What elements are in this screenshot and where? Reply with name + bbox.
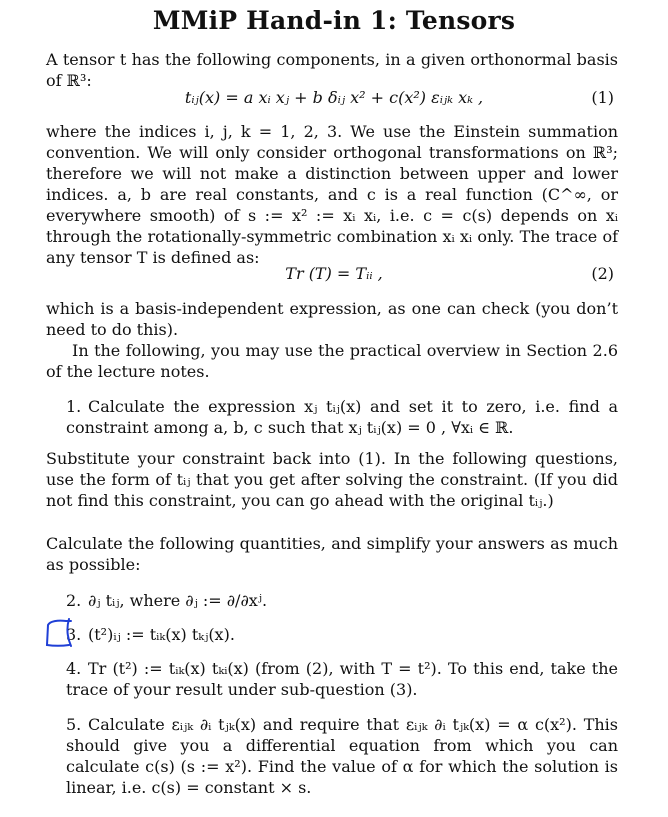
question-2-number: 2.	[66, 591, 82, 610]
definitions-paragraph: where the indices i, j, k = 1, 2, 3. We use the Einstein summation convention. We will only consider orthogonal transformations on ℝ³; therefore we will not make a distinction between upper and lower indices. a, b are real constants, and c is a real function (C^∞, or everywhere smooth) of s := x² := xᵢ xᵢ, i.e. c = c(s) depends on xᵢ through the rotationally-symmetric combination xᵢ xᵢ only. The trace of any tensor T is defined as:	[46, 122, 618, 267]
lecture-notes-paragraph: In the following, you may use the practical overview in Section 2.6 of the lecture notes.	[46, 341, 618, 381]
question-2	[66, 590, 618, 611]
equation-1-body: tᵢⱼ(x) = a xᵢ xⱼ + b δᵢⱼ x² + c(x²) εᵢⱼₖ xₖ ,	[184, 88, 484, 107]
document-title: MMiP Hand-in 1: Tensors	[152, 6, 516, 35]
question-5-number: 5.	[66, 715, 82, 734]
question-1-text: Calculate the expression xⱼ tᵢⱼ(x) and set it to zero, i.e. find a constraint among a, b, c such that xⱼ tᵢⱼ(x) = 0 , ∀xᵢ ∈ ℝ.	[66, 397, 618, 437]
substitute-paragraph: Substitute your constraint back into (1). In the following questions, use the form of tᵢⱼ that you get after solving the constraint. (If you did not find this constraint, you can go ahead with the original tᵢⱼ.)	[46, 449, 618, 510]
question-1-number: 1.	[66, 397, 82, 416]
handwritten-mark-icon	[44, 617, 78, 649]
question-2-text: ∂ⱼ tᵢⱼ, where ∂ⱼ := ∂/∂xʲ.	[88, 591, 268, 610]
question-5	[66, 714, 618, 798]
question-3	[66, 624, 618, 645]
question-4-text: Tr (t²) := tᵢₖ(x) tₖᵢ(x) (from (2), with T = t²). To this end, take the trace of your result under sub-question (3).	[66, 659, 618, 699]
equation-1-number: (1)	[591, 88, 614, 107]
equation-2-number: (2)	[591, 264, 614, 283]
question-3-number: 3.	[66, 625, 82, 644]
question-3-text: (t²)ᵢⱼ := tᵢₖ(x) tₖⱼ(x).	[88, 625, 235, 644]
question-4-number: 4.	[66, 659, 82, 678]
question-1	[66, 396, 618, 438]
intro-paragraph: A tensor t has the following components, in a given orthonormal basis of ℝ³:	[46, 50, 618, 90]
equation-2-body: Tr (T) = Tᵢᵢ ,	[285, 264, 383, 283]
question-5-text: Calculate εᵢⱼₖ ∂ᵢ tⱼₖ(x) and require that εᵢⱼₖ ∂ᵢ tⱼₖ(x) = α c(x²). This should give you a differential equation from which you can calculate c(s) (s := x²). Find the value of α for which the solution is linear, i.e. c(s) = constant × s.	[66, 715, 618, 797]
calculate-paragraph: Calculate the following quantities, and simplify your answers as much as possible:	[46, 534, 618, 574]
basis-independence-paragraph: which is a basis-independent expression, as one can check (you don’t need to do this).	[46, 299, 618, 339]
question-4	[66, 658, 618, 700]
